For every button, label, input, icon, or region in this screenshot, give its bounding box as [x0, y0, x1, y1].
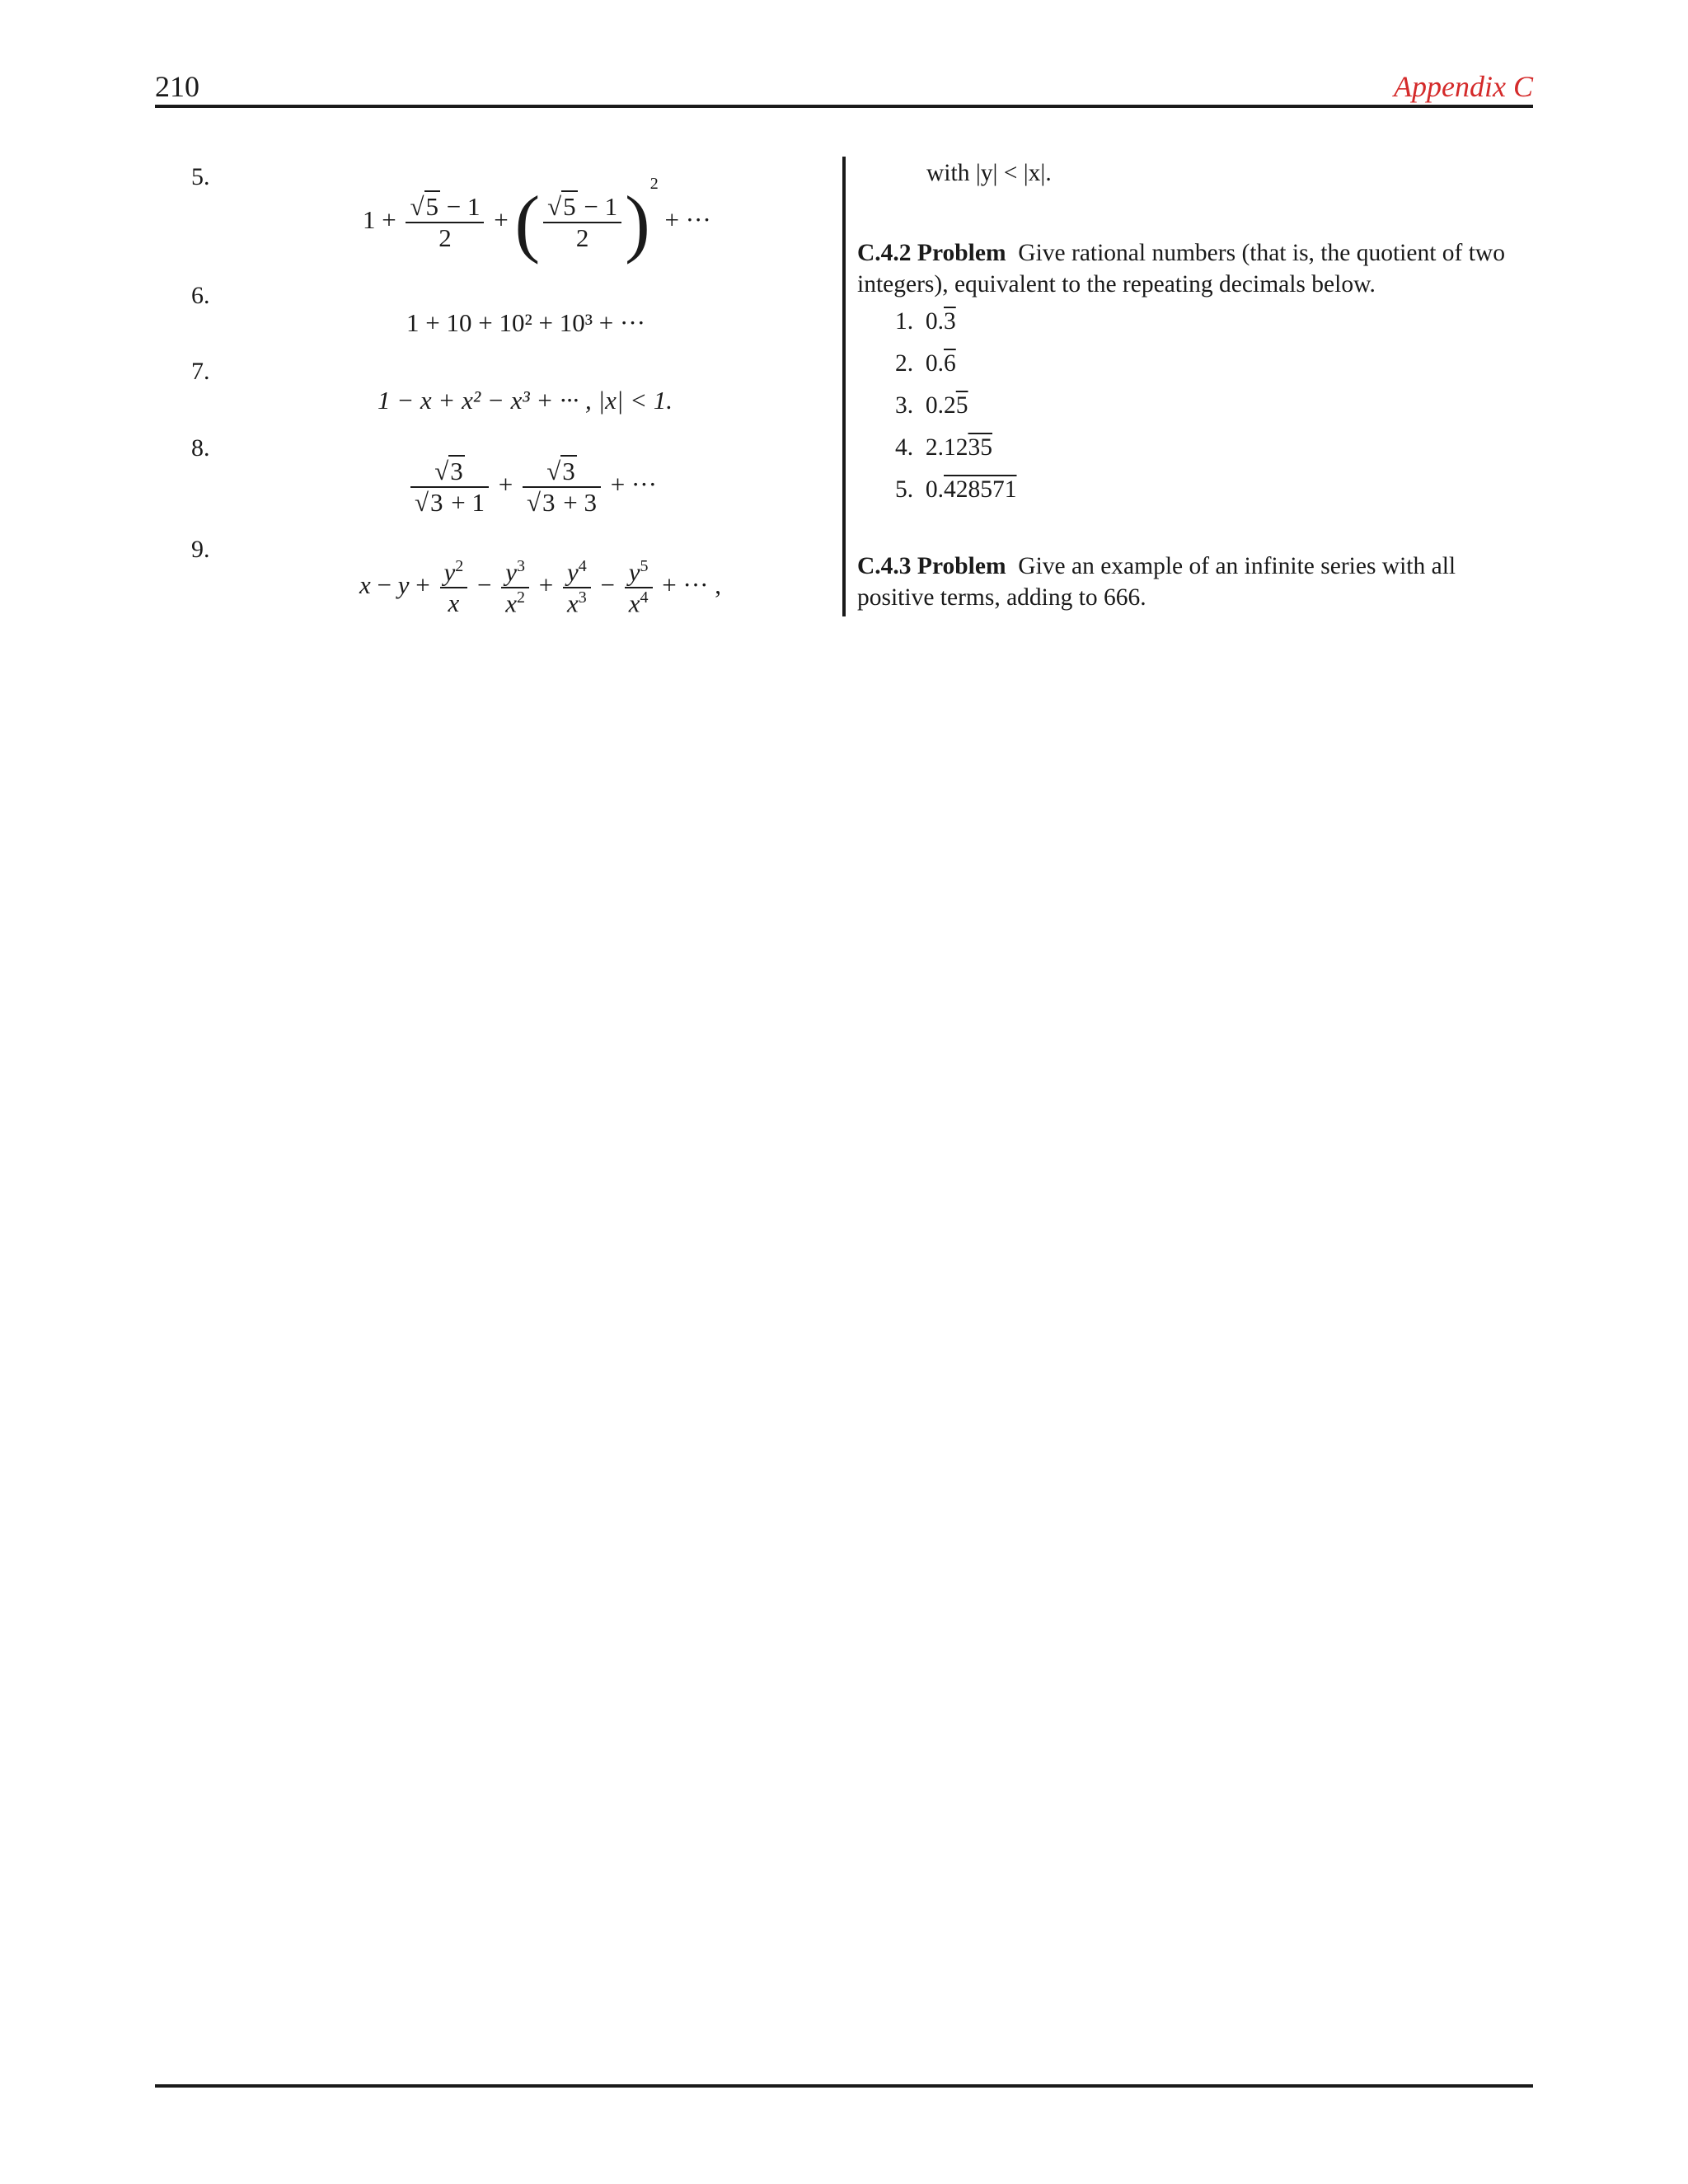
list-item: 1. 0.3	[895, 308, 956, 335]
list-item: 5. 0.428571	[895, 476, 1017, 503]
formula-9: x − y + $\frac{y^2}{x}$ − $\frac{y^3}{x^2}$ + $\frac{y^4}{x^3}$ − $\frac{y^5}{x^4}$ + ··· ,	[359, 557, 721, 618]
column-divider	[842, 157, 846, 616]
list-item: 3. 0.25	[895, 392, 968, 419]
problem-text: Give an example of an infinite series with all positive terms, adding to 666.	[857, 553, 1456, 611]
footer-rule	[155, 2084, 1533, 2088]
formula-7: 1 − x + x² − x³ + ··· , |x| < 1.	[377, 386, 673, 415]
exercise-number: 6.	[191, 282, 210, 309]
exercise-number: 8.	[191, 434, 210, 462]
formula-8: $\frac{√3}{√3 + 1}$ + $\frac{√3}{√3 + 3}$ + ···	[407, 457, 657, 517]
header-rule	[155, 105, 1533, 108]
continuation-text: with |y| < |x|.	[926, 160, 1052, 186]
formula-5: 1 + $\frac{√5 - 1}{2}$ + ( $\frac{√5 - 1}{2}$ )$^2$ + ···	[363, 175, 711, 265]
exercise-number: 5.	[191, 163, 210, 190]
formula-6: 1 + 10 + 10² + 10³ + ···	[406, 308, 645, 337]
problem-label: C.4.3 Problem	[857, 553, 1006, 579]
problem-text: Give rational numbers (that is, the quotient of two integers), equivalent to the repeating decimals below.	[857, 240, 1505, 298]
list-item: 4. 2.1235	[895, 434, 992, 461]
problem-label: C.4.2 Problem	[857, 240, 1006, 266]
list-item: 2. 0.6	[895, 350, 956, 377]
chapter-title: Appendix C	[1394, 70, 1533, 103]
exercise-number: 7.	[191, 358, 210, 385]
page-number: 210	[155, 70, 199, 103]
exercise-number: 9.	[191, 536, 210, 563]
problem-c42	[857, 237, 1533, 300]
problem-c43	[857, 551, 1533, 613]
